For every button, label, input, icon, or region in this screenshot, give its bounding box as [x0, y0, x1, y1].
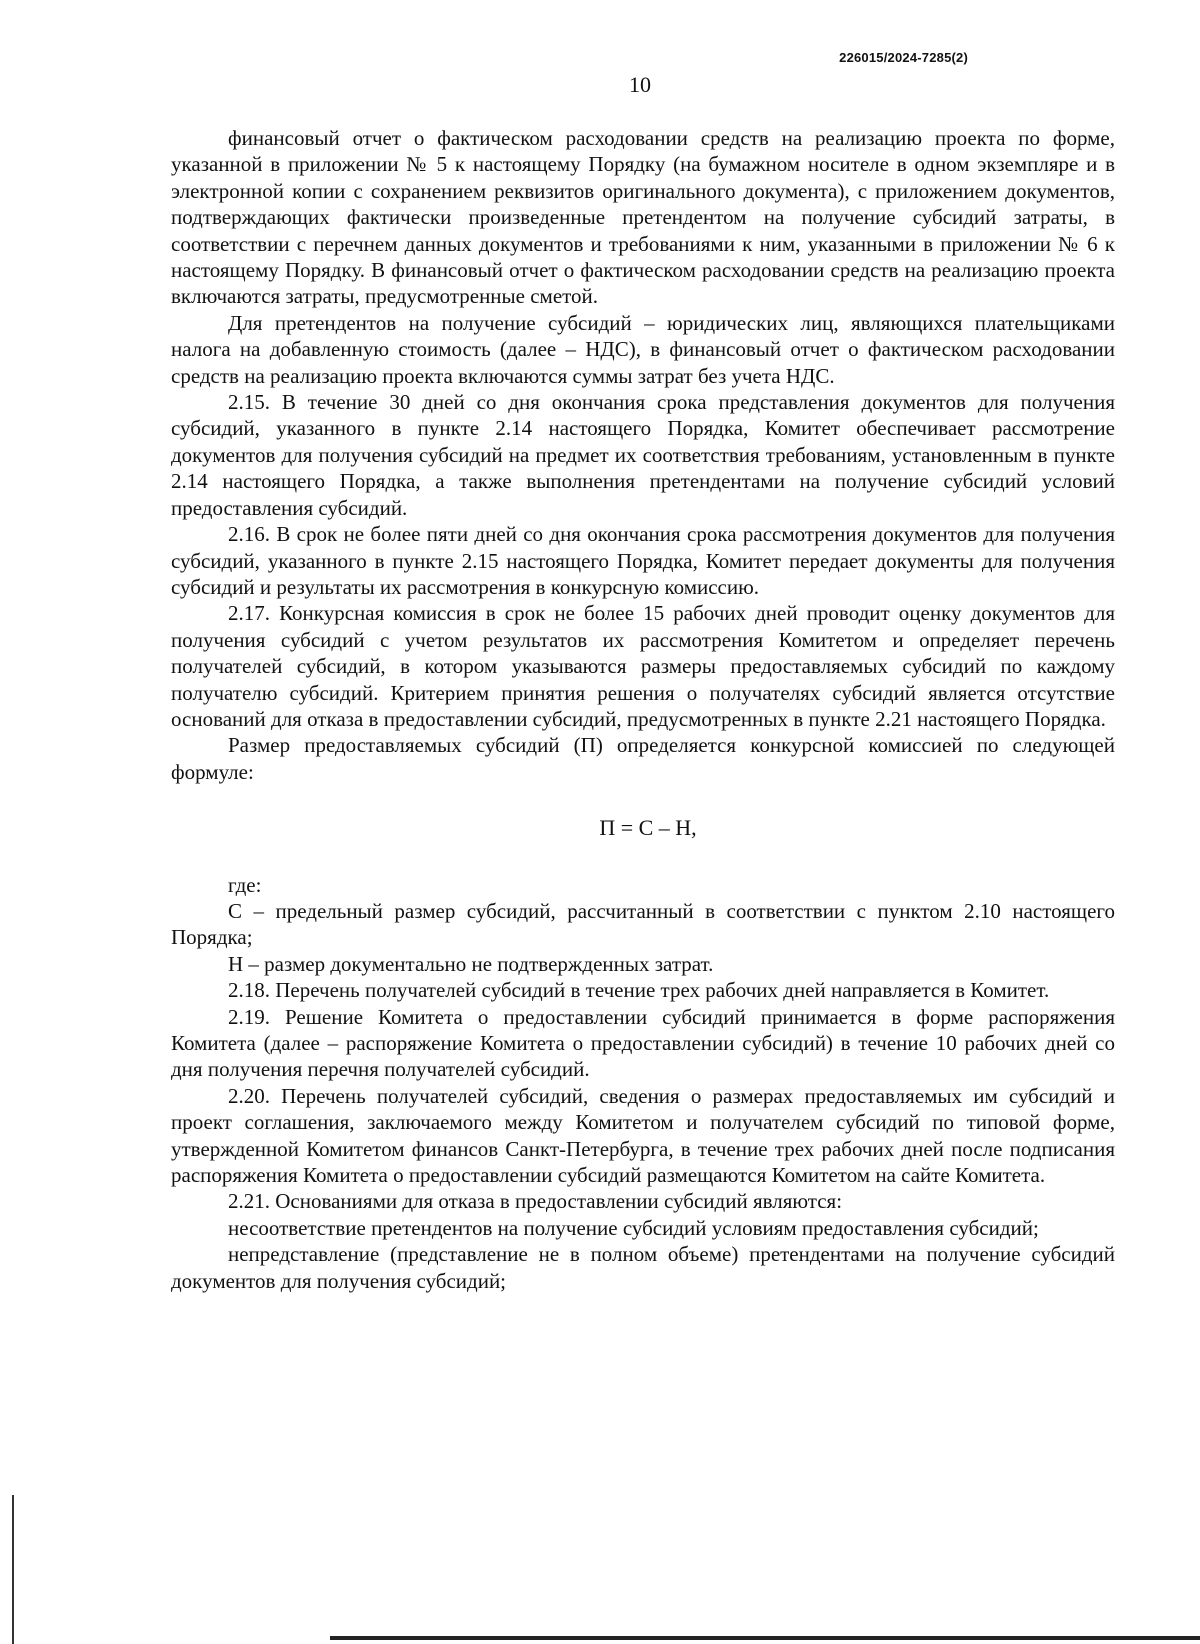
paragraph-refusal-reason-2: непредставление (представление не в полном объеме) претендентами на получение субсидий документов для получения субсидий; [171, 1242, 1115, 1293]
page-number: 10 [629, 72, 651, 97]
document-number: 226015/2024-7285(2) [839, 50, 968, 65]
paragraph-2-18: 2.18. Перечень получателей субсидий в течение трех рабочих дней направляется в Комитет. [228, 978, 1050, 1003]
paragraph-2-17: 2.17. Конкурсная комиссия в срок не более 15 рабочих дней проводит оценку документов для получения субсидий с учетом результатов их рассмотрения Комитетом и определяет перечень получателей субсидий, в котором указываются размеры предоставляемых субсидий по каждому получателю субсидий. Критерием принятия решения о получателях субсидий является отсутствие оснований для отказа в предоставлении субсидий, предусмотренных в пункте 2.21 настоящего Порядка. [171, 601, 1115, 731]
scan-left-edge [12, 1495, 14, 1644]
paragraph-vat-payers: Для претендентов на получение субсидий – юридических лиц, являющихся плательщиками налога на добавленную стоимость (далее – НДС), в финансовый отчет о фактическом расходовании средств на реализацию проекта включаются суммы затрат без учета НДС. [171, 310, 1115, 388]
paragraph-2-15: 2.15. В течение 30 дней со дня окончания срока представления документов для получения субсидий, указанного в пункте 2.14 настоящего Порядка, Комитет обеспечивает рассмотрение документов для получения субсидий на предмет их соответствия требованиям, установленным в пункте 2.14 настоящего Порядка, а также выполнения претендентами на получение субсидий условий предоставления субсидий. [171, 390, 1115, 520]
scan-bottom-edge [330, 1636, 1200, 1640]
paragraph-2-16: 2.16. В срок не более пяти дней со дня окончания срока рассмотрения документов для получения субсидий, указанного в пункте 2.15 настоящего Порядка, Комитет передает документы для получения субсидий и результаты их рассмотрения в конкурсную комиссию. [171, 522, 1115, 599]
paragraph-financial-report: финансовый отчет о фактическом расходовании средств на реализацию проекта по форме, указанной в приложении № 5 к настоящему Порядку (на бумажном носителе в одном экземпляре и в электронной копии с сохранением реквизитов оригинального документа), с приложением документов, подтверждающих фактически произведенные претендентом на получение субсидий затраты, в соответствии с перечнем данных документов и требованиями к ним, указанными в приложении № 6 к настоящему Порядку. В финансовый отчет о фактическом расходовании средств на реализацию проекта включаются затраты, предусмотренные сметой. [171, 126, 1115, 309]
formula: П = С – Н, [599, 815, 697, 841]
paragraph-2-20: 2.20. Перечень получателей субсидий, сведения о размерах предоставляемых им субсидий и проект соглашения, заключаемого между Комитетом и получателем субсидий по типовой форме, утвержденной Комитетом финансов Санкт-Петербурга, в течение трех рабочих дней после подписания распоряжения Комитета о предоставлении субсидий размещаются Комитетом на сайте Комитета. [171, 1083, 1115, 1188]
paragraph-where: где: [228, 872, 262, 897]
paragraph-n-definition: Н – размер документально не подтвержденных затрат. [228, 951, 714, 976]
paragraph-subsidy-size: Размер предоставляемых субсидий (П) определяется конкурсной комиссией по следующей формуле: [171, 733, 1115, 784]
paragraph-c-definition: С – предельный размер субсидий, рассчитанный в соответствии с пунктом 2.10 настоящего Порядка; [171, 898, 1115, 950]
document-body [171, 125, 1115, 1294]
paragraph-refusal-reason-1: несоответствие претендентов на получение субсидий условиям предоставления субсидий; [228, 1215, 1039, 1240]
paragraph-2-21: 2.21. Основаниями для отказа в предоставлении субсидий являются: [228, 1189, 843, 1214]
paragraph-2-19: 2.19. Решение Комитета о предоставлении субсидий принимается в форме распоряжения Комитета (далее – распоряжение Комитета о предоставлении субсидий) в течение 10 рабочих дней со дня получения перечня получателей субсидий. [171, 1004, 1115, 1082]
